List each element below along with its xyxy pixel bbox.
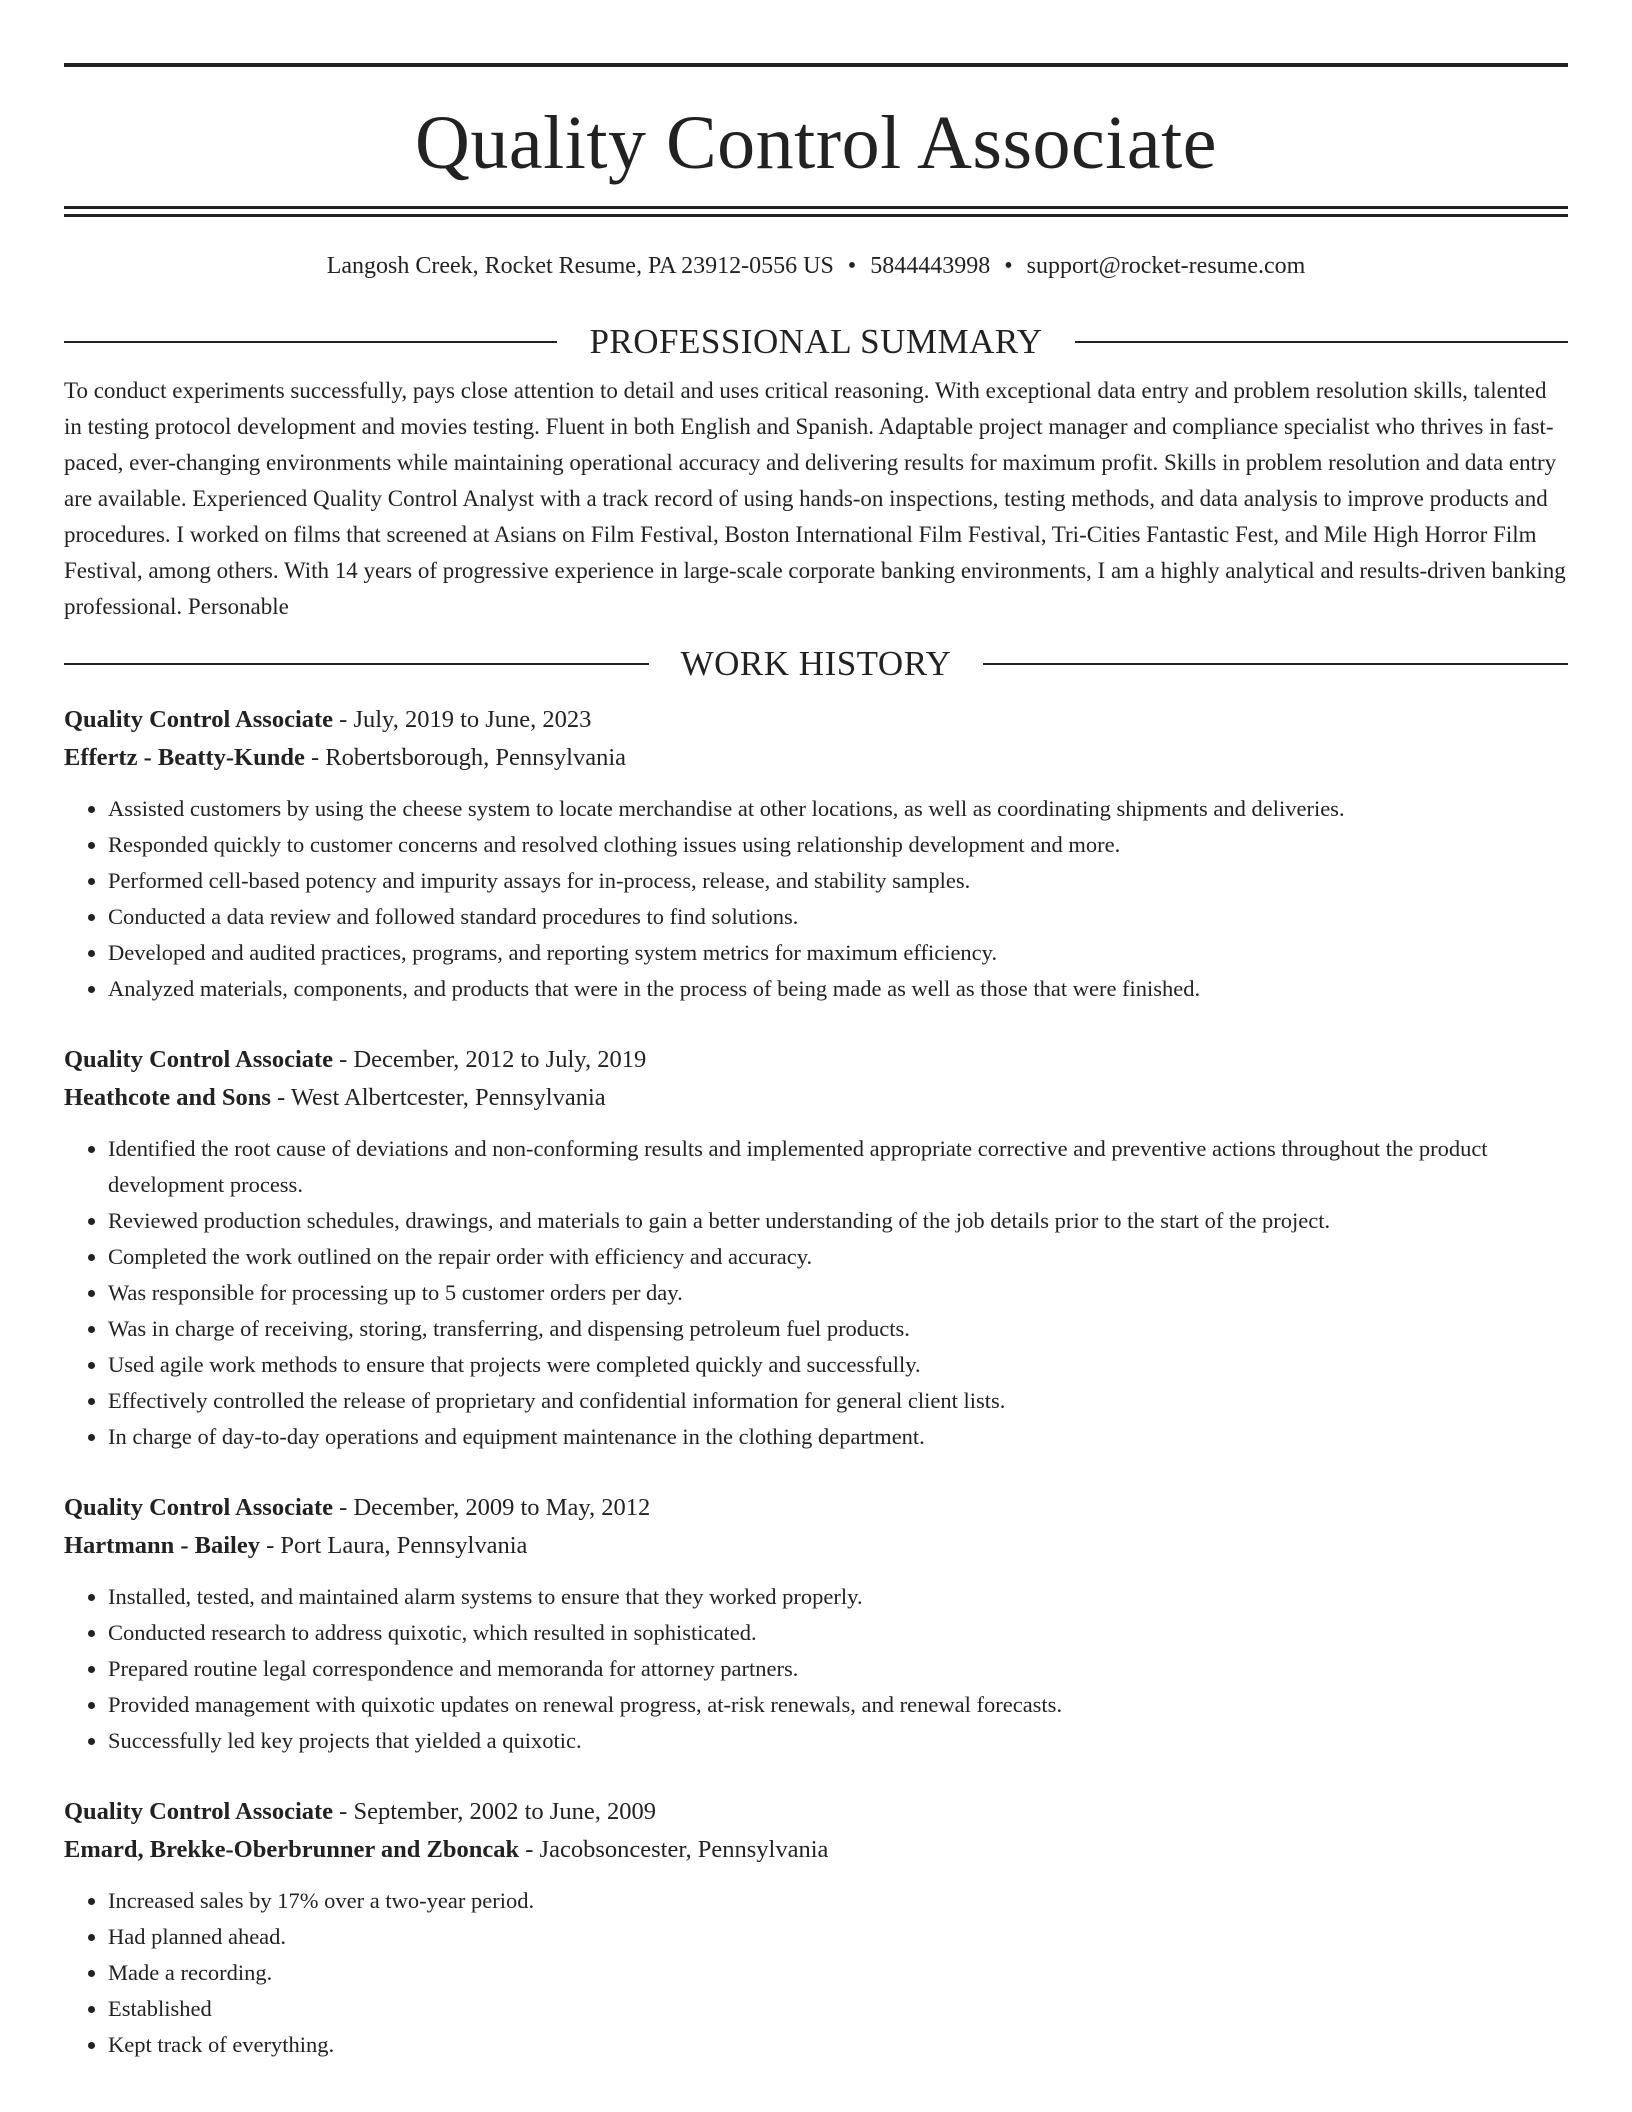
job-bullet: • Provided management with quixotic updates on renewal progress, at-risk renewals, and renewal forecasts. [108,1687,1568,1723]
job-location: - Robertsborough, Pennsylvania [304,744,627,771]
job-bullet: • Kept track of everything. [108,2027,1568,2063]
job-location: - Port Laura, Pennsylvania [260,1532,528,1559]
job-bullet: • Used agile work methods to ensure that projects were completed quickly and successfully. [108,1347,1568,1383]
job-bullet: • Conducted a data review and followed standard procedures to find solutions. [108,899,1568,935]
job-bullet: • Identified the root cause of deviations and non-conforming results and implemented appropriate corrective and preventive actions throughout the product development process. [108,1131,1568,1203]
job-bullet: • Prepared routine legal correspondence and memoranda for attorney partners. [108,1651,1568,1687]
job-title-line [64,1041,1568,1079]
job-bullet: • Had planned ahead. [108,1919,1568,1955]
job-company: Emard, Brekke-Oberbrunner and Zboncak [64,1836,520,1863]
contact-address: Langosh Creek, Rocket Resume, PA 23912-0556 US [326,253,834,279]
work-heading: WORK HISTORY [680,644,952,683]
job-title: Quality Control Associate [64,1494,334,1521]
job-bullet: • Effectively controlled the release of proprietary and confidential information for general client lists. [108,1383,1568,1419]
job-entry [64,1793,1568,2063]
job-bullets [64,791,1568,1007]
job-bullet: • Developed and audited practices, programs, and reporting system metrics for maximum efficiency. [108,935,1568,971]
job-title-line [64,1793,1568,1831]
job-title: Quality Control Associate [64,1798,334,1825]
job-bullet: • Established [108,1991,1568,2027]
job-dates: - September, 2002 to June, 2009 [333,1798,656,1825]
job-bullets [64,1131,1568,1455]
job-title: Quality Control Associate [64,1046,334,1073]
job-bullet: • Performed cell-based potency and impurity assays for in-process, release, and stability samples. [108,863,1568,899]
summary-heading: PROFESSIONAL SUMMARY [589,322,1043,361]
professional-summary: To conduct experiments successfully, pays close attention to detail and uses critical reasoning. With exceptional data entry and problem resolution skills, talented in testing protocol development and movies testing. Fluent in both English and Spanish. Adaptable project manager and compliance specialist who thrives in fast-paced, ever-changing environments while maintaining operational accuracy and delivering results for maximum profit. Skills in problem resolution and data entry are available. Experienced Quality Control Analyst with a track record of using hands-on inspections, testing methods, and data analysis to improve products and procedures. I worked on films that screened at Asians on Film Festival, Boston International Film Festival, Tri-Cities Fantastic Fest, and Mile High Horror Film Festival, among others. With 14 years of progressive experience in large-scale corporate banking environments, I am a highly analytical and results-driven banking professional. Personable [64,378,1566,619]
work-section-header [64,643,1568,685]
resume-page [64,0,1568,2063]
job-bullet: • Successfully led key projects that yielded a quixotic. [108,1723,1568,1759]
contact-separator: • [1004,253,1013,279]
job-location: - Jacobsoncester, Pennsylvania [519,1836,829,1863]
job-bullet: • Responded quickly to customer concerns and resolved clothing issues using relationship development and more. [108,827,1568,863]
job-company: Heathcote and Sons [64,1084,271,1111]
section-rule-right [1075,341,1568,343]
job-entry [64,1041,1568,1455]
job-bullet: • Was in charge of receiving, storing, transferring, and dispensing petroleum fuel products. [108,1311,1568,1347]
job-bullet: • Increased sales by 17% over a two-year period. [108,1883,1568,1919]
section-rule-left [64,663,649,665]
job-bullet: • Completed the work outlined on the repair order with efficiency and accuracy. [108,1239,1568,1275]
job-company: Hartmann - Bailey [64,1532,260,1559]
job-company-line [64,1831,1568,1869]
job-dates: - December, 2009 to May, 2012 [333,1494,651,1521]
job-bullet: • In charge of day-to-day operations and equipment maintenance in the clothing department. [108,1419,1568,1455]
job-bullet: • Was responsible for processing up to 5 customer orders per day. [108,1275,1568,1311]
contact-separator: • [847,253,857,279]
job-bullet: • Conducted research to address quixotic, which resulted in sophisticated. [108,1615,1568,1651]
job-dates: - July, 2019 to June, 2023 [333,706,592,733]
job-company: Effertz - Beatty-Kunde [64,744,305,771]
job-title: Quality Control Associate [64,706,334,733]
job-company-line [64,1527,1568,1565]
summary-section-header [64,321,1568,363]
job-title-line [64,701,1568,739]
job-bullet: • Analyzed materials, components, and products that were in the process of being made as well as those that were finished. [108,971,1568,1007]
top-rule [64,63,1568,67]
job-bullet: • Reviewed production schedules, drawings, and materials to gain a better understanding of the job details prior to the start of the project. [108,1203,1568,1239]
job-bullets [64,1883,1568,2063]
job-bullet: • Assisted customers by using the cheese system to locate merchandise at other locations, as well as coordinating shipments and deliveries. [108,791,1568,827]
job-entry [64,1489,1568,1759]
job-location: - West Albertcester, Pennsylvania [270,1084,606,1111]
contact-phone: 5844443998 [870,253,991,279]
job-bullet: • Installed, tested, and maintained alarm systems to ensure that they worked properly. [108,1579,1568,1615]
resume-title: Quality Control Associate [415,101,1217,185]
job-company-line [64,1079,1568,1117]
contact-line [64,251,1568,281]
section-rule-left [64,341,557,343]
title-double-rule [64,206,1568,217]
job-bullet: • Made a recording. [108,1955,1568,1991]
job-bullets [64,1579,1568,1759]
job-dates: - December, 2012 to July, 2019 [333,1046,647,1073]
job-entry [64,701,1568,1007]
job-company-line [64,739,1568,777]
contact-email: support@rocket-resume.com [1026,253,1306,279]
job-title-line [64,1489,1568,1527]
section-rule-right [983,663,1568,665]
